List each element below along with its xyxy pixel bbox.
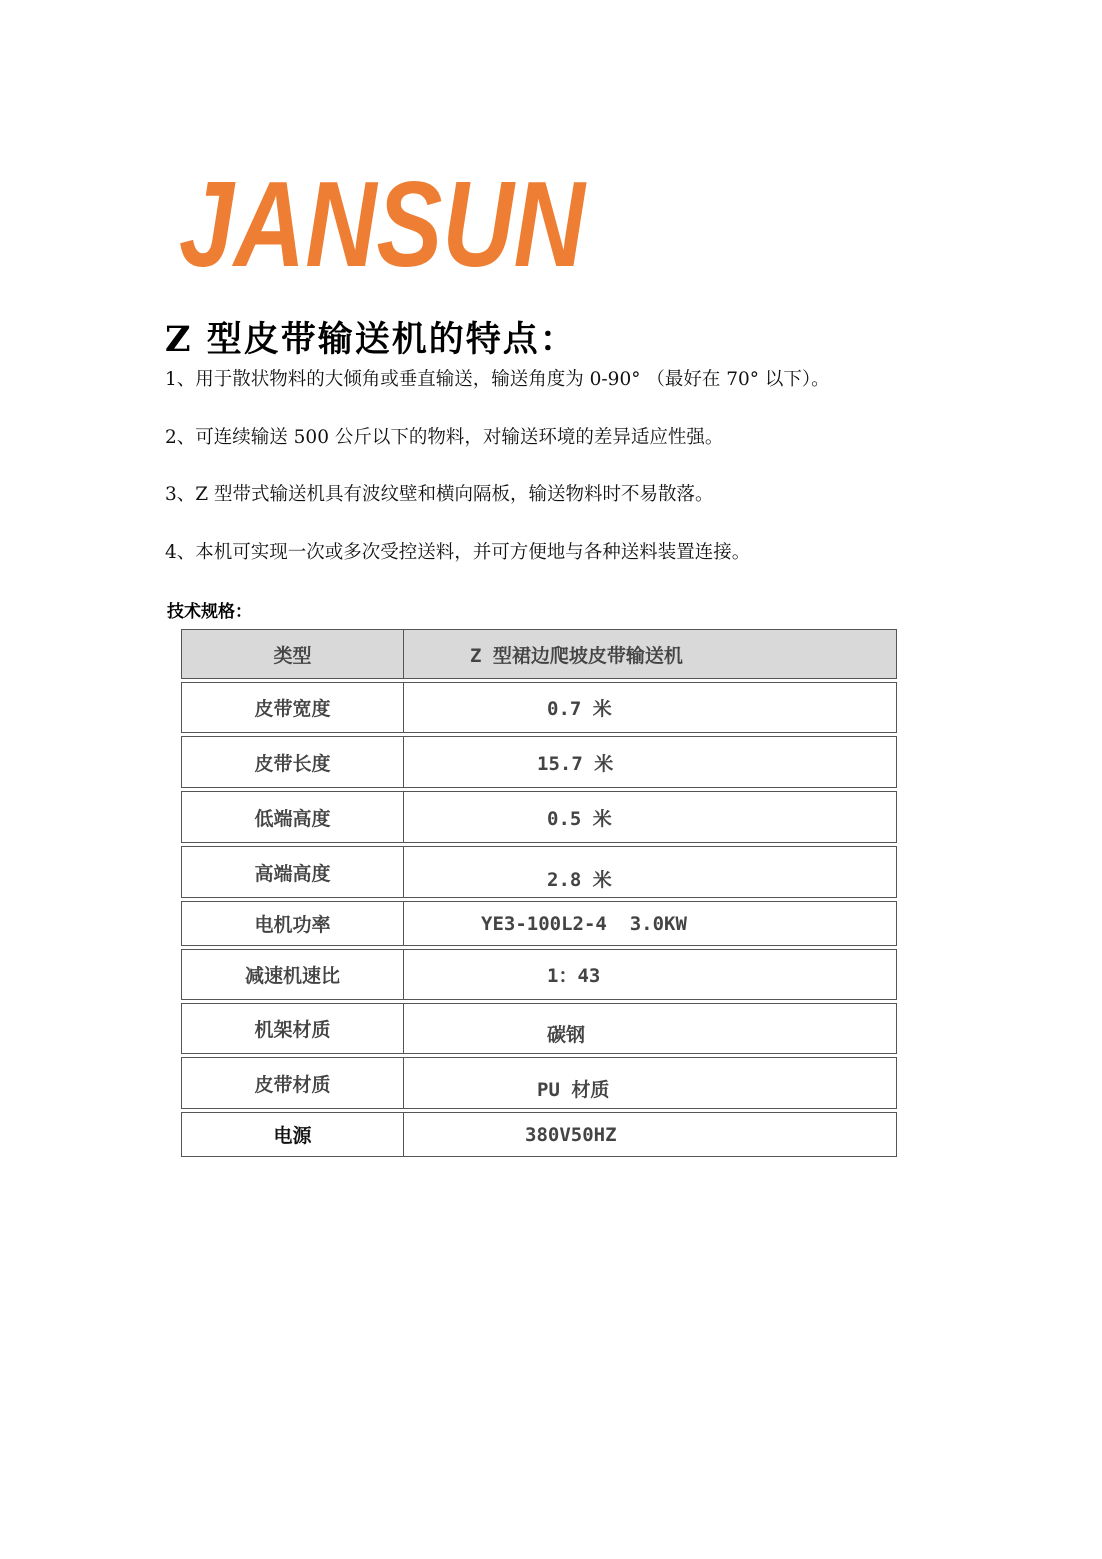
feature-list <box>165 364 830 594</box>
spec-row-label: 皮带长度 <box>181 736 403 788</box>
spec-row-label: 皮带宽度 <box>181 682 403 733</box>
spec-header-label: 类型 <box>181 629 403 679</box>
spec-row-label: 电源 <box>181 1112 403 1157</box>
spec-row-value: 380V50HZ <box>403 1112 897 1157</box>
spec-row <box>181 1003 897 1054</box>
spec-row-label: 皮带材质 <box>181 1057 403 1109</box>
spec-row-label: 机架材质 <box>181 1003 403 1054</box>
brand-logo-text: JANSUN <box>179 156 588 292</box>
spec-row-value: 0.7 米 <box>403 682 897 733</box>
spec-row <box>181 1112 897 1157</box>
brand-logo <box>175 156 595 292</box>
spec-row-value: PU 材质 <box>403 1057 897 1109</box>
spec-row <box>181 901 897 946</box>
spec-row-label: 减速机速比 <box>181 949 403 1000</box>
spec-row-value: 15.7 米 <box>403 736 897 788</box>
feature-item: 2、可连续输送 500 公斤以下的物料，对输送环境的差异适应性强。 <box>165 426 724 448</box>
spec-table-header-row <box>181 629 897 679</box>
spec-row-value: 碳钢 <box>403 1003 897 1054</box>
spec-row <box>181 949 897 1000</box>
spec-heading: 技术规格： <box>167 602 252 622</box>
spec-row-label: 电机功率 <box>181 901 403 946</box>
spec-row-label: 低端高度 <box>181 791 403 843</box>
spec-table <box>181 626 897 1160</box>
feature-item: 4、本机可实现一次或多次受控送料，并可方便地与各种送料装置连接。 <box>165 541 751 563</box>
spec-row-value: 2.8 米 <box>403 846 897 898</box>
feature-item: 3、Z 型带式输送机具有波纹壁和横向隔板，输送物料时不易散落。 <box>165 484 714 505</box>
page-title: Z 型皮带输送机的特点： <box>165 319 577 360</box>
feature-item: 1、用于散状物料的大倾角或垂直输送，输送角度为 0-90° （最好在 70° 以下）。 <box>165 369 830 390</box>
spec-row <box>181 736 897 788</box>
spec-header-value: Z 型裙边爬坡皮带输送机 <box>403 629 897 679</box>
spec-row <box>181 682 897 733</box>
spec-row-value: 0.5 米 <box>403 791 897 843</box>
spec-row-label: 高端高度 <box>181 846 403 898</box>
spec-row-value: 1：43 <box>403 949 897 1000</box>
brand-logo-graphic <box>175 156 595 292</box>
spec-row <box>181 846 897 898</box>
spec-row-value: YE3-100L2-4 3.0KW <box>403 901 897 946</box>
spec-row <box>181 791 897 843</box>
spec-row <box>181 1057 897 1109</box>
